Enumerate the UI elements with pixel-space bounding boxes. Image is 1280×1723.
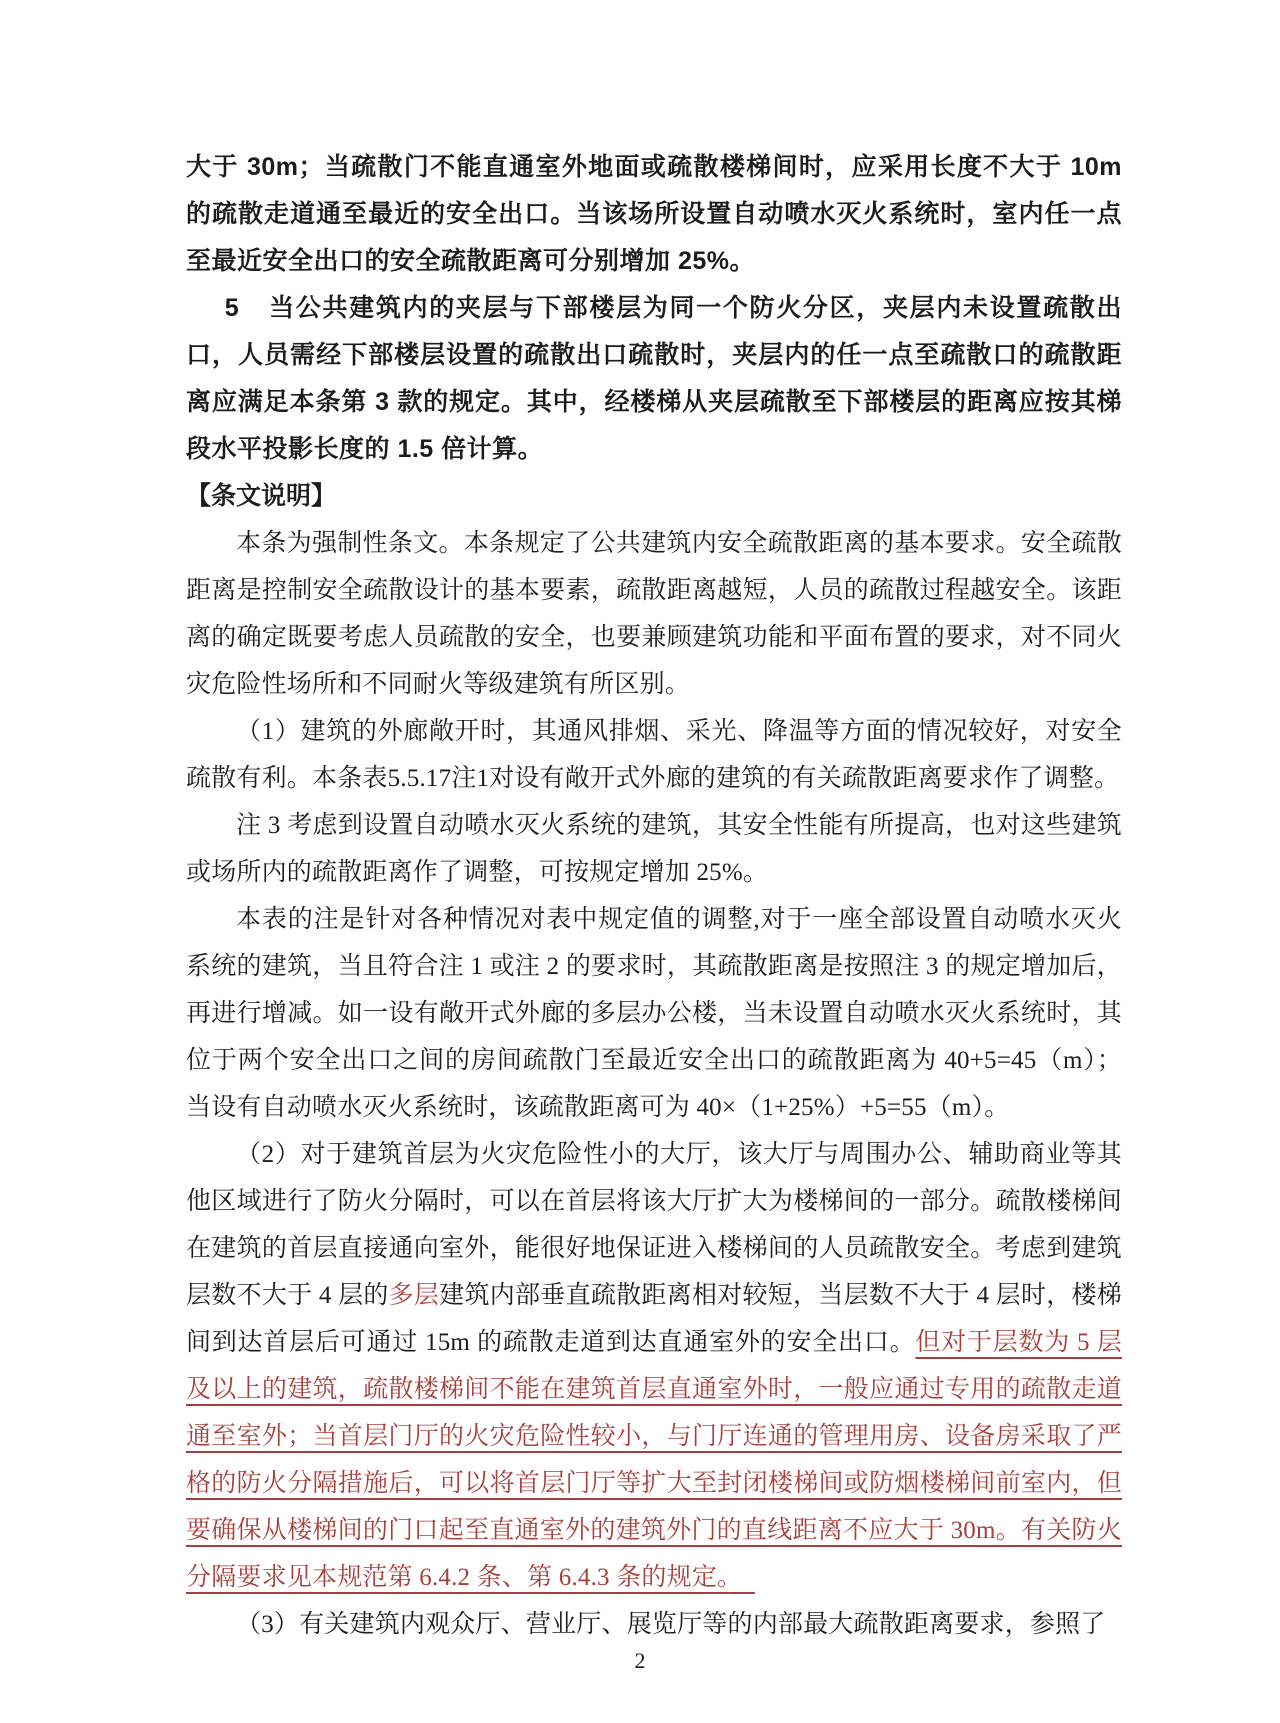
explanation-paragraph-note1 [186, 708, 1122, 802]
explanation-paragraph-note3 [186, 802, 1122, 896]
explanation-run: 建筑内部垂直疏散距离相对较短，当层数不大于 4 层时，楼梯间到达首层后可通过 15m 的疏散走道到达直通室外的安全出口。 [186, 1282, 1122, 1356]
highlighted-term: 多层 [388, 1282, 440, 1309]
explanation-paragraph-table-notes [186, 896, 1122, 1131]
page-footer [0, 1648, 1280, 1674]
revised-underlined-passage: 但对于层数为 5 层及以上的建筑，疏散楼梯间不能在建筑首层直通室外时，一般应通过专用的疏散走道通至室外；当首层门厅的火灾危险性较小，与门厅连通的管理用房、设备房采取了严格的防火分隔措施后，可以将首层门厅等扩大至封闭楼梯间或防烟楼梯间前室内，但要确保从楼梯间的门口起至直通室外的建筑外门的直线距离不应大于 30m。有关防火分隔要求见本规范第 6.4.2 条、第 6.4.3 条的规定。 [186, 1329, 1122, 1591]
document-content [186, 144, 1122, 1648]
explanation-run: 本表的注是针对各种情况对表中规定值的调整,对于一座全部设置自动喷水灭火系统的建筑，当且符合注 1 或注 2 的要求时，其疏散距离是按照注 3 的规定增加后，再进行增减。如一设有敞开式外廊的多层办公楼，当未设置自动喷水灭火系统时，其位于两个安全出口之间的房间疏散门至最近安全出口的疏散距离为 40+5=45（m）；当设有自动喷水灭火系统时，该疏散距离可为 40×（1+25%）+5=55（m）。 [186, 906, 1122, 1121]
clause-text: 当公共建筑内的夹层与下部楼层为同一个防火分区，夹层内未设置疏散出口，人员需经下部楼层设置的疏散出口疏散时，夹层内的任一点至疏散口的疏散距离应满足本条第 3 款的规定。其中，经楼梯从夹层疏散至下部楼层的距离应按其梯段水平投影长度的 1.5 倍计算。 [186, 294, 1122, 463]
clause-item-5 [186, 285, 1122, 473]
explanation-paragraph-lobby [186, 1131, 1122, 1601]
explanation-paragraph-intro [186, 520, 1122, 708]
section-heading-explanation: 【条文说明】 [186, 482, 337, 510]
explanation-run: （1）建筑的外廊敞开时，其通风排烟、采光、降温等方面的情况较好，对安全疏散有利。本条表5.5.17注1对设有敞开式外廊的建筑的有关疏散距离要求作了调整。 [186, 718, 1122, 792]
page-number: 2 [634, 1648, 646, 1673]
code-text-continuation [186, 144, 1122, 285]
explanation-run: （3）有关建筑内观众厅、营业厅、展览厅等的内部最大疏散距离要求，参照了 [236, 1611, 1106, 1638]
clause-number: 5 [224, 294, 240, 322]
explanation-run: 本条为强制性条文。本条规定了公共建筑内安全疏散距离的基本要求。安全疏散距离是控制安全疏散设计的基本要素，疏散距离越短，人员的疏散过程越安全。该距离的确定既要考虑人员疏散的安全，也要兼顾建筑功能和平面布置的要求，对不同火灾危险性场所和不同耐火等级建筑有所区别。 [186, 530, 1122, 698]
explanation-run: 注 3 考虑到设置自动喷水灭火系统的建筑，其安全性能有所提高，也对这些建筑或场所内的疏散距离作了调整，可按规定增加 25%。 [186, 812, 1122, 886]
revised-underlined-trailing-space [730, 1564, 755, 1591]
code-run: 大于 30m；当疏散门不能直通室外地面或疏散楼梯间时，应采用长度不大于 10m 的疏散走道通至最近的安全出口。当该场所设置自动喷水灭火系统时，室内任一点至最近安全出口的安全疏散距离可分别增加 25%。 [186, 153, 1122, 275]
explanation-paragraph-halls [186, 1601, 1122, 1648]
explanation-run: （2）对于建筑首层为火灾危险性小的大厅，该大厅与周围办公、辅助商业等其他区域进行了防火分隔时，可以在首层将该大厅扩大为楼梯间的一部分。疏散楼梯间在建筑的首层直接通向室外，能很好地保证进入楼梯间的人员疏散安全。考虑到建筑层数不大于 4 层的 [186, 1141, 1122, 1309]
